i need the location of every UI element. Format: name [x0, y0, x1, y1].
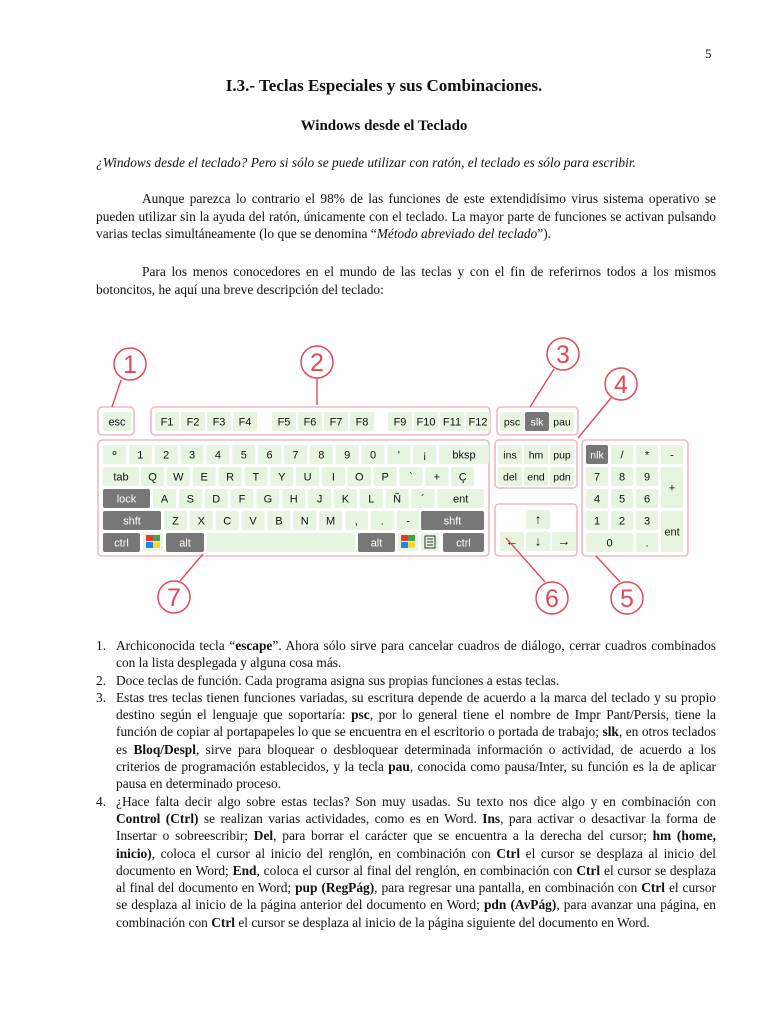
list-item-text: , para avanzar una página, en combinación con	[116, 897, 716, 930]
key-row3-6-label: H	[289, 493, 298, 506]
key-windows-left-green	[153, 535, 160, 541]
callout-5-line	[596, 556, 620, 582]
list-item-text: Archiconocida tecla “	[116, 638, 236, 653]
key-ins-label: ins	[503, 449, 517, 462]
key-row2-8	[322, 467, 345, 486]
list-item-bold-term: Ctrl	[211, 914, 235, 930]
key-row2-11	[400, 467, 423, 486]
key-row4-6-label: N	[300, 515, 309, 528]
key-num-multiply-label: *	[644, 449, 650, 462]
list-item-number: 3.	[96, 689, 107, 705]
key-esc-label: esc	[108, 416, 126, 429]
key-f8-label: F8	[355, 416, 369, 429]
key-row3-8	[334, 489, 357, 508]
key-row4-8	[345, 511, 368, 530]
list-item-text: Estas tres teclas tienen funciones variadas, su escritura depende de acuerdo a la marca del teclado y su propio destino según el lenguaje que soportaría:	[116, 689, 716, 723]
key-num-4	[586, 489, 608, 508]
key-alt-left-label: alt	[179, 537, 191, 550]
key-row1-8-label: 8	[318, 449, 325, 462]
list-item-text: ”. Ahora sólo sirve para cancelar cuadros de diálogo, cerrar cuadros combinados con la lista desplegada y alguna cosa más.	[116, 638, 717, 671]
key-row1-3-label: 3	[188, 449, 196, 462]
key-row2-6-label: Y	[278, 471, 286, 484]
key-row1-6	[258, 445, 281, 464]
key-f9	[388, 412, 412, 431]
key-slk	[525, 412, 549, 431]
key-num-multiply	[636, 445, 658, 464]
key-num-7	[586, 467, 608, 486]
list-item	[96, 689, 716, 793]
list-item-text: , en otros teclados es	[116, 724, 717, 757]
key-alt-left	[166, 533, 204, 552]
key-num-decimal-label: .	[645, 537, 649, 550]
key-row2-4	[219, 467, 242, 486]
key-windows-right	[398, 533, 418, 551]
key-ctrl-right-label: ctrl	[456, 537, 471, 550]
paragraph-intro-text: Aunque parezca lo contrario el 98% de las funciones de este extendidísimo virus sistema operativo se pueden utilizar sin la ayuda del ratón, únicamente con el teclado. La mayor parte de funciones se activan pulsando varias teclas simultáneamente (lo que se denomina “	[96, 191, 716, 241]
keyboard-layer	[98, 338, 688, 614]
key-row2-7	[296, 467, 319, 486]
list-item-text: , para activar o desactivar la forma de Insertar o sobreescribir;	[116, 810, 717, 844]
key-f1	[155, 412, 179, 431]
key-space-cap	[207, 533, 355, 552]
key-num-enter-label: ent	[664, 526, 680, 539]
key-row4-7-label: M	[326, 515, 336, 528]
key-windows-right-yellow	[408, 542, 415, 548]
key-row2-2	[167, 467, 190, 486]
key-row2-9	[348, 467, 371, 486]
key-row1-2	[155, 445, 178, 464]
key-row1-6-label: 6	[266, 449, 273, 462]
key-row1-2-label: 2	[163, 449, 170, 462]
key-psc	[500, 412, 524, 431]
section-subtitle: Windows desde el Teclado	[300, 118, 468, 134]
list-item-bold-term: Del	[253, 828, 274, 844]
list-item-text: , conocida como pausa/Inter, su función es la de aplicar pausa en determinado proceso.	[116, 759, 716, 792]
callout-1-line	[112, 380, 121, 407]
key-row2-3	[193, 467, 216, 486]
key-row2-1	[141, 467, 164, 486]
key-num-2-label: 2	[618, 515, 626, 528]
list-item-bold-term: pau	[388, 759, 410, 775]
key-numlock-label: nlk	[590, 449, 604, 462]
key-num-0-label: 0	[606, 537, 613, 550]
key-row1-9	[336, 445, 359, 464]
list-item-text: se realizan varias actividades, como es en Word.	[198, 810, 483, 826]
key-row2-11-label: `	[409, 471, 413, 484]
key-num-4-label: 4	[593, 493, 601, 506]
key-arrow-left-label: ←	[505, 533, 519, 549]
key-row2-1-label: Q	[148, 471, 157, 484]
key-f10	[414, 412, 438, 431]
key-row1-4-label: 4	[214, 449, 221, 462]
callout-4-line	[578, 398, 611, 438]
key-row1-0	[103, 445, 126, 464]
key-arrow-left	[500, 532, 524, 551]
key-row2-10	[374, 467, 397, 486]
key-num-6-label: 6	[643, 493, 651, 506]
list-item-text: el cursor se desplaza al final del documento en Word;	[116, 862, 716, 896]
callout-7-label: 7	[167, 584, 181, 612]
paragraph-intro-end: ”).	[537, 226, 552, 241]
key-row1-12	[413, 445, 436, 464]
key-f8	[350, 412, 374, 431]
key-row2-10-label: P	[381, 471, 389, 484]
list-item-bold-term: Ins	[482, 810, 501, 826]
key-num-3-label: 3	[643, 515, 651, 528]
key-row3-2-label: S	[186, 493, 195, 506]
key-row4-2	[190, 511, 213, 530]
key-row1-7-label: 7	[292, 449, 299, 462]
key-row3-10-label: Ñ	[393, 493, 402, 506]
callout-5-label: 5	[620, 585, 634, 613]
key-f12	[466, 412, 490, 431]
key-f3	[207, 412, 231, 431]
key-pau-label: pau	[553, 416, 571, 429]
key-row2-5	[244, 467, 267, 486]
list-item-bold-term: pup (RegPág)	[295, 880, 375, 896]
paragraph-keyboard-intro: Para los menos conocedores en el mundo de las teclas y con el fin de referirnos todos a los mismos botoncitos, he aquí una breve descripción del teclado:	[96, 264, 716, 297]
key-row2-6	[270, 467, 293, 486]
key-row3-6	[282, 489, 305, 508]
key-num-9	[636, 467, 658, 486]
key-arrow-down-label: ↓	[534, 533, 542, 549]
key-f3-label: F3	[212, 416, 226, 429]
key-windows-left-red	[146, 535, 153, 541]
key-num-minus-label: -	[670, 449, 674, 462]
key-num-0	[586, 533, 633, 552]
key-f11-label: F11	[442, 416, 462, 429]
key-row4-3	[216, 511, 239, 530]
key-alt-right-label: alt	[370, 537, 383, 550]
key-row3-7-label: J	[316, 493, 323, 506]
key-f1-label: F1	[160, 416, 174, 429]
key-row4-3-label: C	[223, 515, 232, 528]
key-num-divide-label: /	[620, 449, 624, 462]
key-enter-label: ent	[453, 493, 469, 506]
key-row1-8	[310, 445, 333, 464]
key-row3-4	[231, 489, 254, 508]
key-row2-12-label: +	[433, 471, 441, 484]
key-menu	[421, 533, 439, 551]
list-item-bold-term: escape	[235, 638, 273, 653]
list-item-bold-term: End	[232, 862, 257, 878]
key-row1-12-label: ¡	[422, 449, 427, 462]
key-num-9-label: 9	[643, 471, 651, 484]
key-row2-5-label: T	[252, 471, 260, 484]
callout-6-label: 6	[545, 585, 559, 613]
key-f2	[181, 412, 205, 431]
key-pdn	[550, 467, 574, 486]
key-num-1	[586, 511, 608, 530]
key-row3-7	[308, 489, 331, 508]
paragraph-intro-italic: Método abreviado del teclado	[376, 226, 538, 241]
key-pup-label: pup	[553, 449, 571, 462]
key-end	[524, 467, 548, 486]
list-item-text: , sirve para bloquear o desbloquear determinada información o actividad, de acuerdo a los criterios de programación establecidos, y la tecla	[116, 741, 716, 775]
list-item	[96, 793, 716, 931]
key-row4-2-label: X	[197, 515, 206, 528]
key-psc-label: psc	[503, 416, 521, 429]
key-numlock	[586, 445, 608, 464]
list-item-text: ¿Hace falta decir algo sobre estas teclas? Son muy usadas. Su texto nos dice algo y en combinación con	[116, 793, 716, 809]
key-arrow-down	[526, 532, 550, 551]
key-alt-right	[358, 533, 395, 552]
list-item-bold-term: pdn (AvPág)	[483, 897, 557, 913]
key-num-1-label: 1	[593, 515, 601, 528]
key-shift-left-label: shft	[123, 515, 141, 528]
key-row2-12	[425, 467, 448, 486]
key-num-decimal	[636, 533, 658, 552]
list-item-bold-term: Ctrl	[576, 862, 601, 878]
key-pau	[550, 412, 574, 431]
list-item-text: el cursor se desplaza al inicio del documento en Word;	[116, 845, 716, 878]
key-row3-9-label: L	[368, 493, 375, 506]
key-f7-label: F7	[329, 416, 343, 429]
list-item-text: el cursor se desplaza al inicio de la página siguiente del documento en Word.	[235, 914, 650, 930]
list-item-bold-term: Bloq/Despl	[133, 741, 196, 757]
list-item-bold-term: Ctrl	[641, 880, 666, 896]
key-row4-4	[242, 511, 265, 530]
callout-3-line	[530, 369, 554, 407]
key-ctrl-left-label: ctrl	[114, 537, 129, 550]
key-f6-label: F6	[303, 416, 317, 429]
key-arrow-up-label: ↑	[534, 511, 542, 527]
key-capslock-label: lock	[116, 493, 137, 506]
key-row4-1-label: Z	[172, 515, 179, 528]
key-del	[498, 467, 522, 486]
list-item-number: 2.	[96, 672, 107, 688]
key-ctrl-left	[103, 533, 140, 552]
key-row3-9	[360, 489, 383, 508]
key-enter	[437, 489, 484, 508]
key-row3-10	[386, 489, 409, 508]
list-item	[96, 672, 716, 689]
list-item-text: , coloca el cursor al inicio del renglón, en combinación con	[151, 845, 497, 861]
key-num-2	[611, 511, 633, 530]
key-ins	[498, 445, 522, 464]
key-num-5	[611, 489, 633, 508]
key-f12-label: F12	[468, 416, 488, 429]
key-shift-right	[421, 511, 484, 530]
callout-2-label: 2	[310, 349, 324, 377]
list-item-text: , para borrar el carácter que se encuentra a la derecha del cursor;	[273, 828, 653, 844]
key-row3-5	[256, 489, 279, 508]
page-number: 5	[705, 46, 712, 61]
key-row3-4-label: F	[238, 493, 246, 506]
key-num-8	[611, 467, 633, 486]
key-row4-5	[267, 511, 290, 530]
key-row3-3	[205, 489, 228, 508]
key-num-3	[636, 511, 658, 530]
description-list	[96, 637, 716, 931]
key-row4-8-label: ,	[354, 515, 358, 528]
key-windows-right-red	[401, 535, 408, 541]
key-tab-label: tab	[113, 471, 129, 484]
key-row4-9-label: .	[380, 515, 384, 528]
key-esc	[103, 412, 131, 431]
key-tab	[103, 467, 139, 486]
key-f2-label: F2	[186, 416, 200, 429]
key-del-label: del	[502, 471, 518, 484]
key-f4-label: F4	[238, 416, 252, 429]
key-row2-8-label: I	[331, 471, 335, 484]
key-windows-left	[143, 533, 163, 551]
list-item-number: 1.	[96, 638, 107, 653]
key-row3-3-label: D	[212, 493, 221, 506]
list-item-text: el cursor se desplaza al inicio de la página anterior del documento en Word;	[116, 880, 716, 913]
key-num-minus	[661, 445, 683, 464]
key-row3-5-label: G	[263, 493, 273, 506]
intro-question: ¿Windows desde el teclado? Pero si sólo se puede utilizar con ratón, el teclado es sólo para escribir.	[96, 155, 636, 170]
key-row3-8-label: K	[341, 493, 350, 506]
key-row2-9-label: O	[355, 471, 364, 484]
key-end-label: end	[527, 471, 545, 484]
key-num-6	[636, 489, 658, 508]
key-pup	[550, 445, 574, 464]
list-item-text: , coloca el cursor al final del renglón, en combinación con	[256, 862, 577, 878]
key-slk-label: slk	[530, 416, 544, 429]
list-item-bold-term: slk	[602, 724, 619, 740]
key-row4-5-label: B	[275, 515, 283, 528]
list-item-text: Doce teclas de función. Cada programa asigna sus propias funciones a estas teclas.	[116, 672, 560, 688]
list-item-text: , para regresar una pantalla, en combinación con	[374, 880, 642, 896]
key-row4-10	[397, 511, 420, 530]
key-windows-right-blue	[401, 542, 408, 548]
key-row3-11	[412, 489, 435, 508]
key-num-7-label: 7	[593, 471, 601, 484]
key-num-plus	[661, 467, 683, 508]
key-f4	[233, 412, 257, 431]
key-row1-7	[284, 445, 307, 464]
key-hm-label: hm	[528, 449, 544, 462]
list-item	[96, 637, 716, 672]
list-item-text: , por lo general tiene el nombre de Impr Pant/Persis, tiene la función de copiar al portapapeles lo que se encuentra en el escritorio o portada de trabajo;	[116, 707, 716, 740]
key-f6	[298, 412, 322, 431]
key-row1-11	[387, 445, 410, 464]
key-num-plus-label: +	[668, 482, 676, 495]
key-space	[207, 533, 355, 552]
key-row2-2-label: W	[173, 471, 184, 484]
key-row1-5	[232, 445, 255, 464]
key-shift-left	[103, 511, 161, 530]
callout-7-line	[180, 554, 203, 581]
key-row4-10-label: -	[406, 515, 410, 528]
key-num-5-label: 5	[618, 493, 626, 506]
key-row1-9-label: 9	[344, 449, 351, 462]
key-num-divide	[611, 445, 633, 464]
list-item-bold-term: Control (Ctrl)	[116, 810, 199, 826]
callout-3-label: 3	[556, 341, 570, 369]
key-row1-0-label: º	[112, 449, 117, 462]
key-row4-6	[293, 511, 316, 530]
key-row2-13	[451, 467, 474, 486]
key-f11	[440, 412, 464, 431]
key-row1-5-label: 5	[240, 449, 247, 462]
key-arrow-right-label: →	[557, 533, 571, 549]
page-title: I.3.- Teclas Especiales y sus Combinaciones.	[225, 76, 543, 95]
key-row2-7-label: U	[303, 471, 312, 484]
key-f7	[324, 412, 348, 431]
list-item-bold-term: hm (home, inicio)	[116, 828, 716, 861]
list-item-number: 4.	[96, 793, 107, 809]
key-arrow-up	[526, 510, 550, 529]
key-backspace-label: bksp	[452, 449, 476, 462]
key-row1-10	[362, 445, 385, 464]
key-row3-1	[153, 489, 176, 508]
key-row4-1	[164, 511, 187, 530]
key-row4-7	[319, 511, 342, 530]
key-row1-4	[206, 445, 229, 464]
key-hm	[524, 445, 548, 464]
key-arrow-right	[552, 532, 576, 551]
key-row3-2	[179, 489, 202, 508]
key-f10-label: F10	[416, 416, 436, 429]
list-item-bold-term: Ctrl	[496, 845, 521, 861]
key-pdn-label: pdn	[553, 471, 571, 484]
key-windows-left-yellow	[153, 542, 160, 548]
key-capslock	[103, 489, 150, 508]
key-f5	[272, 412, 296, 431]
key-row1-1	[129, 445, 152, 464]
callout-1-label: 1	[123, 351, 137, 379]
key-row1-1-label: 1	[137, 449, 144, 462]
key-row4-9	[371, 511, 394, 530]
key-backspace	[439, 445, 489, 464]
key-windows-right-green	[408, 535, 415, 541]
key-row1-11-label: '	[397, 449, 400, 462]
key-row4-4-label: V	[249, 515, 257, 528]
key-f9-label: F9	[393, 416, 407, 429]
list-item-bold-term: psc	[351, 707, 370, 723]
key-row1-3	[181, 445, 204, 464]
key-row1-10-label: 0	[369, 449, 377, 462]
key-num-8-label: 8	[618, 471, 626, 484]
key-row2-13-label: Ç	[458, 471, 467, 484]
key-row2-4-label: R	[226, 471, 235, 484]
key-num-enter	[661, 511, 683, 552]
callout-4-label: 4	[614, 371, 628, 399]
key-windows-left-blue	[146, 542, 153, 548]
key-row2-3-label: E	[200, 471, 208, 484]
key-row3-1-label: A	[160, 493, 169, 506]
key-shift-right-label: shft	[443, 515, 462, 528]
key-row3-11-label: ´	[421, 493, 425, 506]
key-ctrl-right	[443, 533, 484, 552]
key-f5-label: F5	[277, 416, 291, 429]
